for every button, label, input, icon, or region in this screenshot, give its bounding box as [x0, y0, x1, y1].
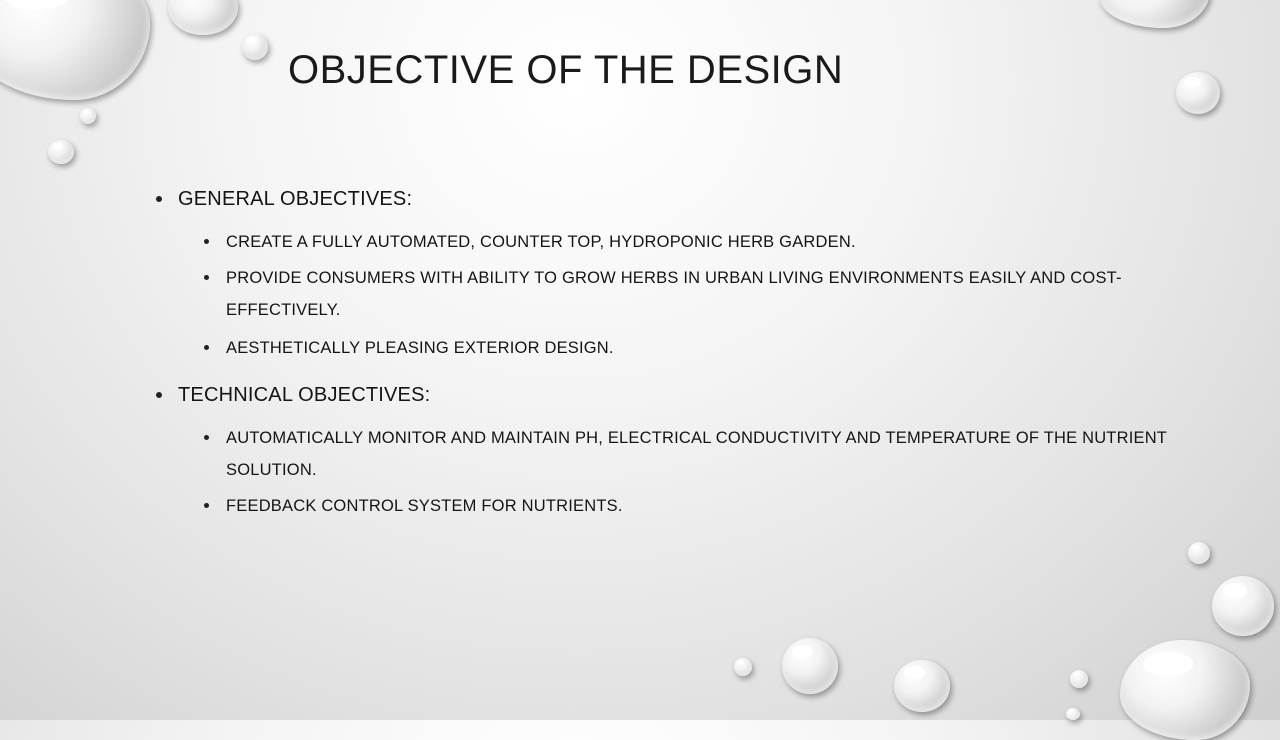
section-heading: TECHNICAL OBJECTIVES: [178, 384, 431, 406]
water-droplet-icon [1176, 72, 1220, 114]
bullet-icon [204, 503, 209, 508]
list-item [178, 384, 430, 407]
list-item-text: AUTOMATICALLY MONITOR AND MAINTAIN PH, ELECTRICAL CONDUCTIVITY AND TEMPERATURE OF THE NUTRIENT SOLUTION. [226, 429, 1167, 479]
list-item [226, 262, 1216, 326]
list-item [178, 188, 412, 211]
list-item-text: FEEDBACK CONTROL SYSTEM FOR NUTRIENTS. [226, 497, 623, 515]
water-droplet-icon [734, 658, 752, 676]
bullet-icon [156, 392, 162, 398]
water-droplet-icon [1188, 542, 1210, 564]
water-droplet-icon [1100, 0, 1210, 28]
water-droplet-icon [782, 638, 838, 694]
slide-title: OBJECTIVE OF THE DESIGN [288, 48, 844, 92]
list-item [226, 332, 1216, 364]
bullet-icon [204, 239, 209, 244]
water-droplet-icon [1120, 640, 1250, 740]
water-droplet-icon [1070, 670, 1088, 688]
water-droplet-icon [1212, 576, 1274, 636]
water-droplet-icon [168, 0, 238, 35]
list-item-text: AESTHETICALLY PLEASING EXTERIOR DESIGN. [226, 339, 614, 357]
list-item [226, 422, 1216, 486]
bullet-icon [204, 435, 209, 440]
water-droplet-icon [48, 140, 74, 164]
water-droplet-icon [894, 660, 950, 712]
list-item-text: PROVIDE CONSUMERS WITH ABILITY TO GROW HERBS IN URBAN LIVING ENVIRONMENTS EASILY AND COST-EFFECTIVELY. [226, 269, 1122, 319]
bullet-icon [156, 196, 162, 202]
list-item [226, 490, 1216, 522]
list-item-text: CREATE A FULLY AUTOMATED, COUNTER TOP, HYDROPONIC HERB GARDEN. [226, 233, 856, 251]
bullet-icon [204, 275, 209, 280]
water-droplet-icon [1066, 708, 1080, 720]
bullet-icon [204, 345, 209, 350]
water-droplet-icon [80, 108, 96, 124]
section-heading: GENERAL OBJECTIVES: [178, 188, 413, 210]
water-droplet-icon [242, 34, 268, 60]
water-droplet-icon [0, 0, 150, 100]
list-item [226, 226, 1216, 258]
